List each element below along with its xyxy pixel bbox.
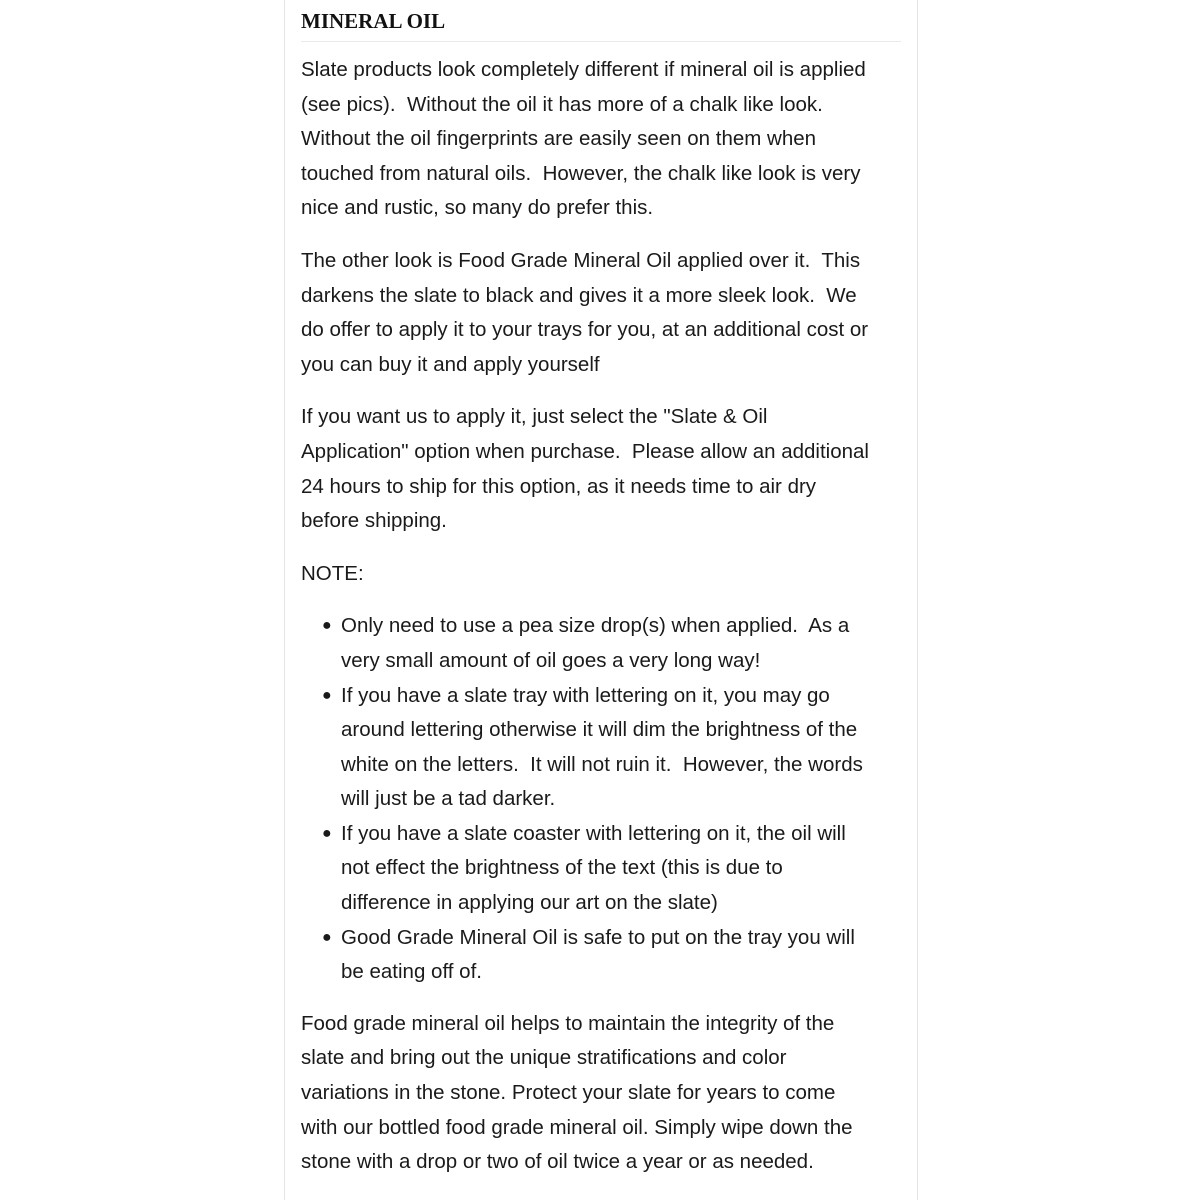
description-body [301, 53, 905, 1198]
bullet-icon: ● [322, 686, 332, 704]
note-text: If you have a slate coaster with lettering on it, the oil will not effect the brightness of the text (this is due to difference in applying our art on the slate) [341, 821, 846, 915]
note-label: NOTE: [301, 561, 364, 585]
list-item [322, 921, 905, 990]
bullet-icon: ● [322, 824, 332, 842]
list-item [322, 679, 905, 817]
product-description-panel [284, 0, 918, 1200]
note-text: If you have a slate tray with lettering on it, you may go around lettering otherwise it will dim the brightness of the white on the letters. It will not ruin it. However, the words will just be a tad darker. [341, 683, 863, 811]
bullet-icon: ● [322, 928, 332, 946]
paragraph-closing: Food grade mineral oil helps to maintain the integrity of the slate and bring out the unique stratifications and color variations in the stone. Protect your slate for years to come with our bottled food grade mineral oil. Simply wipe down the stone with a drop or two of oil twice a year or as needed. [301, 1011, 853, 1174]
paragraph-application-option: If you want us to apply it, just select the "Slate & Oil Application" option when purchase. Please allow an additional 24 hours to ship for this option, as it needs time to air dry before shipping. [301, 405, 869, 533]
note-list [301, 609, 905, 990]
list-item [322, 817, 905, 921]
section-heading: MINERAL OIL [301, 9, 446, 33]
list-item [322, 609, 905, 678]
note-text: Only need to use a pea size drop(s) when applied. As a very small amount of oil goes a very long way! [341, 614, 850, 672]
paragraph-food-grade-look: The other look is Food Grade Mineral Oil applied over it. This darkens the slate to black and gives it a more sleek look. We do offer to apply it to your trays for you, at an additional cost or you can buy it and apply yourself [301, 248, 869, 376]
paragraph-oil-appearance: Slate products look completely different if mineral oil is applied (see pics). Without the oil it has more of a chalk like look. Without the oil fingerprints are easily seen on them when touched from natural oils. However, the chalk like look is very nice and rustic, so many do prefer this. [301, 58, 866, 220]
heading-divider [301, 41, 901, 42]
note-text: Good Grade Mineral Oil is safe to put on the tray you will be eating off of. [341, 925, 855, 984]
bullet-icon: ● [322, 617, 332, 635]
